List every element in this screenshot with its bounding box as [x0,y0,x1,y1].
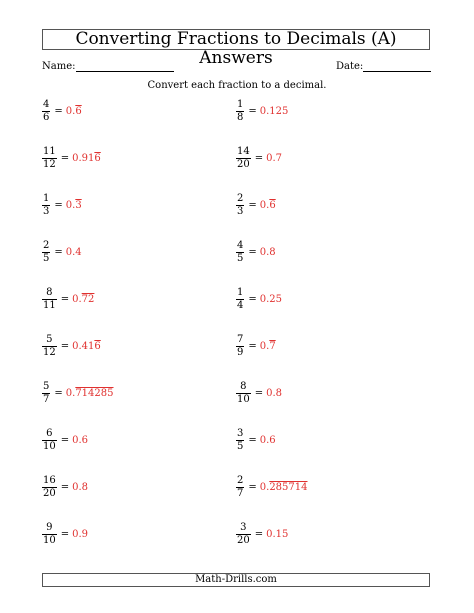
problem-item [42,329,101,363]
fraction [42,287,57,312]
problem-item [236,376,282,410]
problem-item [42,470,88,504]
answer-repeating-digits: 714285 [75,387,114,399]
fraction-numerator: 9 [46,521,53,533]
fraction-numerator: 4 [43,98,50,110]
fraction [236,428,244,453]
fraction-numerator: 2 [43,239,50,251]
fraction [236,193,244,218]
answer-digits: 0. [65,199,76,211]
fraction [236,146,251,171]
fraction-denominator: 10 [237,393,250,405]
answer-digits: 0. [65,105,76,117]
answer [260,200,276,211]
problem-item [236,141,282,175]
answer [66,247,82,258]
equals-sign: = [254,152,264,164]
answer-repeating-digits: 7 [269,340,276,352]
answer [266,153,282,164]
fraction-numerator: 2 [237,474,244,486]
fraction-numerator: 4 [237,239,244,251]
answer [260,435,276,446]
equals-sign: = [60,481,70,493]
fraction-denominator: 8 [237,111,244,123]
fraction [42,381,50,406]
problem-item [42,282,94,316]
fraction-denominator: 7 [43,393,50,405]
answer [66,200,82,211]
fraction [42,428,57,453]
fraction-numerator: 1 [237,286,244,298]
fraction-denominator: 4 [237,299,244,311]
problem-item [42,423,88,457]
fraction-numerator: 14 [237,145,250,157]
answer [66,106,82,117]
answer [72,435,88,446]
equals-sign: = [60,293,70,305]
answer [266,529,288,540]
equals-sign: = [54,246,63,258]
answer-digits: 0.6 [259,434,276,446]
fraction-denominator: 9 [237,346,244,358]
fraction-numerator: 5 [43,380,50,392]
fraction-denominator: 12 [43,346,56,358]
fraction-numerator: 1 [237,98,244,110]
answer-digits: 0.6 [72,434,89,446]
fraction-denominator: 5 [237,440,244,452]
answer-digits: 0.41 [72,340,95,352]
problem-item [42,235,82,269]
problem-item [42,141,101,175]
equals-sign: = [248,340,257,352]
answer-digits: 0.9 [72,528,89,540]
problem-item [236,188,276,222]
fraction [42,146,57,171]
answer [260,482,308,493]
answer-digits: 0. [259,340,270,352]
fraction [236,240,244,265]
fraction-numerator: 1 [43,192,50,204]
fraction-denominator: 5 [43,252,50,264]
answer [72,294,94,305]
fraction-numerator: 8 [240,380,247,392]
fraction [236,381,251,406]
fraction-numerator: 2 [237,192,244,204]
fraction-numerator: 6 [46,427,53,439]
problem-item [42,188,82,222]
fraction [236,522,251,547]
fraction-denominator: 7 [237,487,244,499]
footer: Math-Drills.com [42,573,430,587]
problem-item [236,329,276,363]
fraction-numerator: 5 [46,333,53,345]
answer [66,388,114,399]
fraction [236,475,244,500]
answer-digits: 0.8 [72,481,89,493]
equals-sign: = [254,528,264,540]
fraction-numerator: 3 [237,427,244,439]
fraction [42,193,50,218]
date-line [363,71,431,72]
answer [260,106,289,117]
answer [266,388,282,399]
name-line [76,71,174,72]
answer-repeating-digits: 6 [269,199,276,211]
answer-digits: 0.8 [266,387,283,399]
answer-digits: 0.15 [266,528,289,540]
fraction-denominator: 5 [237,252,244,264]
equals-sign: = [248,105,257,117]
problem-item [236,282,282,316]
problem-item [42,517,88,551]
fraction-denominator: 10 [43,440,56,452]
fraction-denominator: 20 [237,158,250,170]
fraction [42,240,50,265]
answer-repeating-digits: 285714 [269,481,308,493]
equals-sign: = [60,434,70,446]
fraction [42,475,57,500]
problem-item [42,94,82,128]
equals-sign: = [54,387,63,399]
answer-repeating-digits: 6 [94,340,101,352]
equals-sign: = [248,199,257,211]
answer-digits: 0.91 [72,152,95,164]
fraction-denominator: 3 [237,205,244,217]
fraction [236,334,244,359]
answer-digits: 0. [72,293,82,305]
answer-digits: 0. [259,199,270,211]
fraction [42,334,57,359]
answer-repeating-digits: 3 [75,199,82,211]
fraction-numerator: 3 [240,521,247,533]
fraction-denominator: 3 [43,205,50,217]
answer-digits: 0.8 [259,246,276,258]
fraction-denominator: 20 [43,487,56,499]
problem-item [236,517,288,551]
worksheet-title: Converting Fractions to Decimals (A) Answers [42,29,430,50]
answer-repeating-digits: 72 [81,293,95,305]
fraction-denominator: 20 [237,534,250,546]
answer [260,294,282,305]
answer-repeating-digits: 6 [94,152,101,164]
problem-item [236,423,276,457]
answer [72,529,88,540]
answer-digits: 0. [259,481,270,493]
date-label: Date: [336,61,364,72]
problem-item [236,470,308,504]
fraction-numerator: 8 [46,286,53,298]
answer-digits: 0.4 [65,246,82,258]
equals-sign: = [248,293,257,305]
fraction [236,99,244,124]
equals-sign: = [60,340,70,352]
instructions: Convert each fraction to a decimal. [147,80,327,91]
name-label: Name: [42,61,76,72]
fraction [42,522,57,547]
answer [72,153,101,164]
fraction-denominator: 6 [43,111,50,123]
answer-digits: 0.7 [266,152,283,164]
answer-digits: 0. [65,387,76,399]
problem-item [42,376,114,410]
fraction-numerator: 7 [237,333,244,345]
answer-digits: 0.125 [259,105,289,117]
equals-sign: = [254,387,264,399]
fraction-denominator: 11 [43,299,56,311]
answer [72,341,101,352]
problem-item [236,94,288,128]
fraction-denominator: 12 [43,158,56,170]
equals-sign: = [248,246,257,258]
fraction-numerator: 16 [43,474,56,486]
equals-sign: = [60,152,70,164]
equals-sign: = [60,528,70,540]
answer [260,341,276,352]
problem-item [236,235,276,269]
equals-sign: = [54,105,63,117]
fraction-denominator: 10 [43,534,56,546]
equals-sign: = [248,481,257,493]
equals-sign: = [248,434,257,446]
answer-digits: 0.25 [259,293,283,305]
answer [72,482,88,493]
answer [260,247,276,258]
fraction [42,99,50,124]
fraction-numerator: 11 [43,145,56,157]
answer-repeating-digits: 6 [75,105,82,117]
fraction [236,287,244,312]
equals-sign: = [54,199,63,211]
